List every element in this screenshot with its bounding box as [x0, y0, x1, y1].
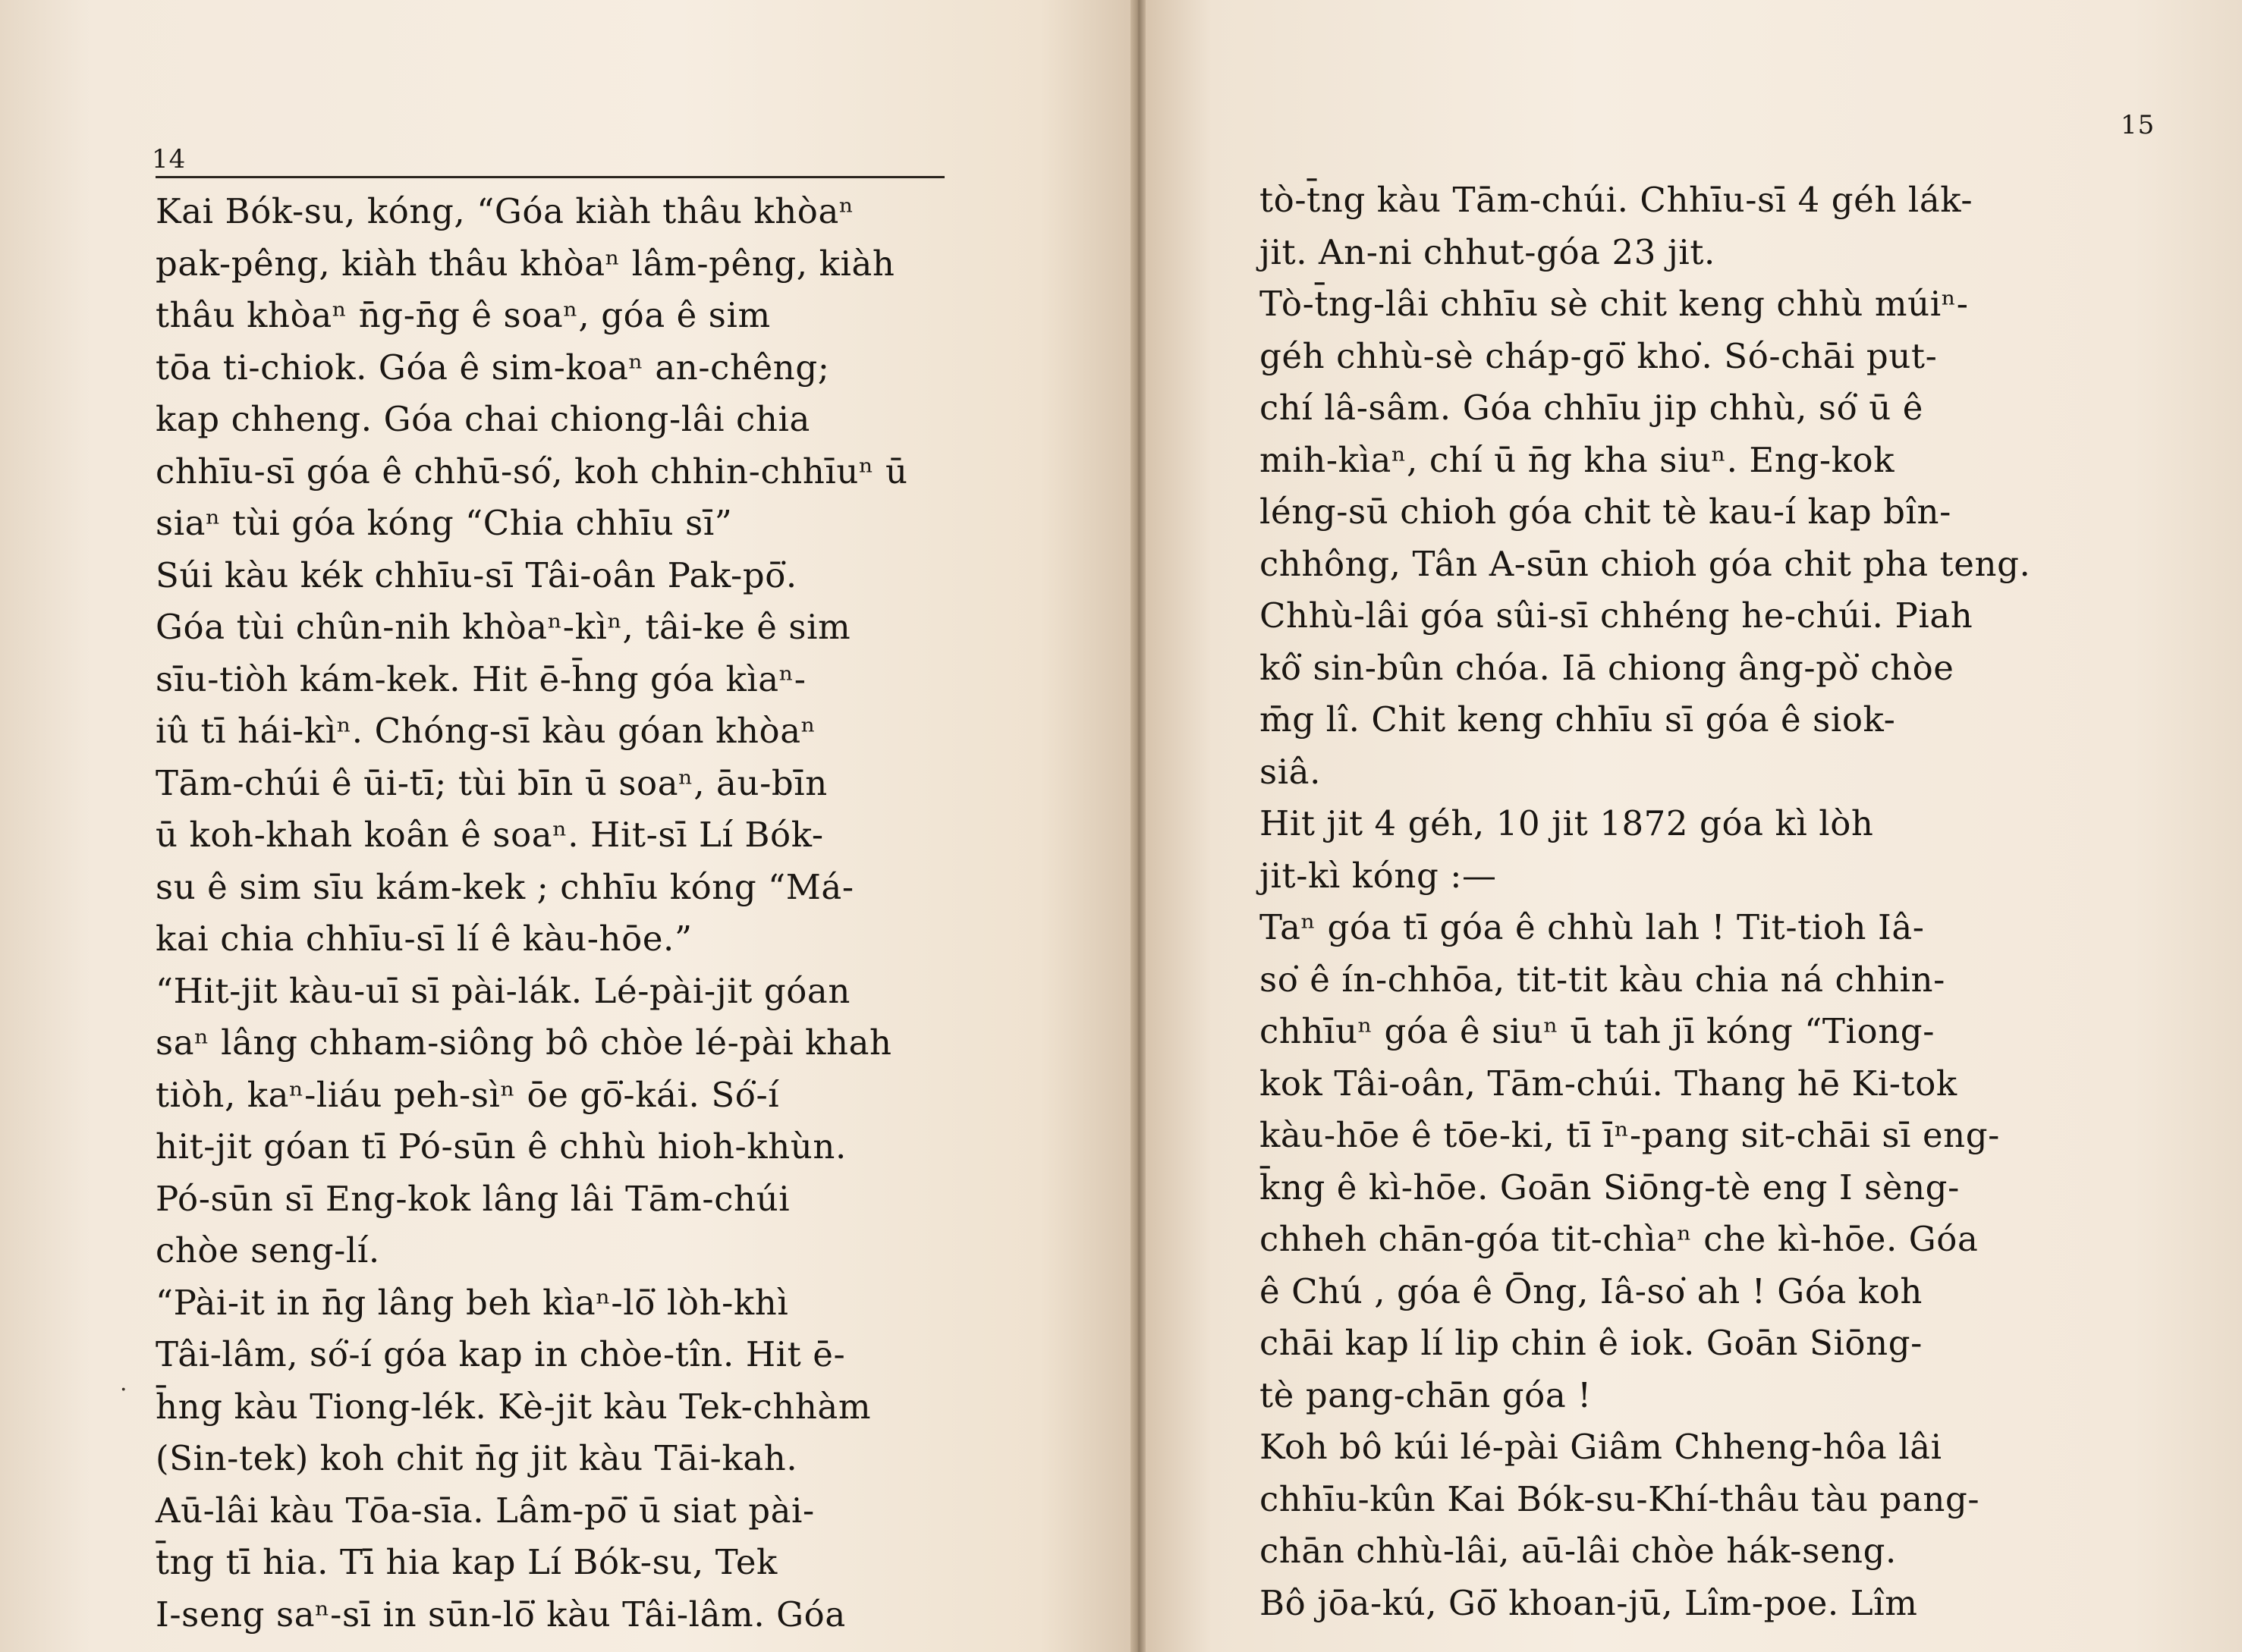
- text-line: (Sin-tek) koh chit n̄g jit kàu Tāi-kah.: [156, 1438, 798, 1478]
- text-line: chhông, Tân A-sūn chioh góa chit pha teng.: [1259, 543, 2031, 584]
- text-line: Tò-t̄ng-lâi chhīu sè chit keng chhù múiⁿ-: [1259, 284, 1969, 324]
- text-line: Tām-chúi ê ūi-tī; tùi bīn ū soaⁿ, āu-bīn: [156, 762, 828, 803]
- text-line: kàu-hōe ê tōe-ki, tī īⁿ-pang sit-chāi sī eng-: [1259, 1115, 2000, 1155]
- text-line: Hit jit 4 géh, 10 jit 1872 góa kì lòh: [1259, 803, 1874, 843]
- text-line: Bô jōa-kú, Gō͘ khoan-jū, Lîm-poe. Lîm: [1259, 1582, 1918, 1623]
- text-line: chhīu-kûn Kai Bók-su-Khí-thâu tàu pang-: [1259, 1478, 1980, 1519]
- right-page: [1146, 0, 2242, 1652]
- text-line: su ê sim sīu kám-kek ; chhīu kóng “Má-: [156, 866, 854, 907]
- text-line: tò-t̄ng kàu Tām-chúi. Chhīu-sī 4 géh lák-: [1259, 180, 1973, 220]
- text-line: mih-kìaⁿ, chí ū n̄g kha siuⁿ. Eng-kok: [1259, 439, 1895, 480]
- text-line: pak-pêng, kiàh thâu khòaⁿ lâm-pêng, kiàh: [156, 243, 895, 284]
- text-line: h̄ng kàu Tiong-lék. Kè-jit kàu Tek-chhàm: [156, 1386, 872, 1427]
- text-line: t̄ng tī hia. Tī hia kap Lí Bók-su, Tek: [156, 1542, 778, 1582]
- text-line: Koh bô kúi lé-pài Giâm Chheng-hôa lâi: [1259, 1427, 1942, 1467]
- text-line: chhīu-sī góa ê chhū-só͘, koh chhin-chhīuⁿ ū: [156, 451, 908, 492]
- text-line: sīu-tiòh kám-kek. Hit ē-h̄ng góa kìaⁿ-: [156, 658, 807, 699]
- text-line: Aū-lâi kàu Tōa-sīa. Lâm-pō͘ ū siat pài-: [156, 1490, 815, 1531]
- text-line: léng-sū chioh góa chit tè kau-í kap bîn-: [1259, 492, 1951, 532]
- text-line: tè pang-chān góa !: [1259, 1374, 1592, 1415]
- text-line: kai chia chhīu-sī lí ê kàu-hōe.”: [156, 919, 693, 959]
- text-line: jit. An-ni chhut-góa 23 jit.: [1259, 231, 1715, 272]
- text-line: ū koh-khah koân ê soaⁿ. Hit-sī Lí Bók-: [156, 815, 824, 855]
- text-line: m̄g lî. Chit keng chhīu sī góa ê siok-: [1259, 699, 1896, 740]
- header-rule: [156, 176, 945, 178]
- text-line: chòe seng-lí.: [156, 1230, 380, 1270]
- page-text: [1259, 174, 2086, 1629]
- text-line: Kai Bók-su, kóng, “Góa kiàh thâu khòaⁿ: [156, 191, 854, 231]
- text-line: chheh chān-góa tit-chìaⁿ che kì-hōe. Góa: [1259, 1219, 1979, 1259]
- text-line: Góa tùi chûn-nih khòaⁿ-kìⁿ, tâi-ke ê sim: [156, 607, 851, 647]
- text-line: Chhù-lâi góa sûi-sī chhéng he-chúi. Piah: [1259, 595, 1973, 636]
- text-line: Pó-sūn sī Eng-kok lâng lâi Tām-chúi: [156, 1178, 791, 1219]
- page-number: 14: [152, 144, 187, 174]
- text-line: kok Tâi-oân, Tām-chúi. Thang hē Ki-tok: [1259, 1063, 1957, 1104]
- text-line: siâ.: [1259, 751, 1322, 792]
- page-text: [156, 186, 1005, 1641]
- text-line: chān chhù-lâi, aū-lâi chòe hák-seng.: [1259, 1531, 1897, 1571]
- text-line: saⁿ lâng chham-siông bô chòe lé-pài khah: [156, 1022, 892, 1063]
- text-line: hit-jit góan tī Pó-sūn ê chhù hioh-khùn.: [156, 1126, 847, 1167]
- text-line: tōa ti-chiok. Góa ê sim-koaⁿ an-chêng;: [156, 347, 830, 388]
- text-line: géh chhù-sè cháp-gō͘ kho͘. Só-chāi put-: [1259, 335, 1938, 376]
- text-line: ê Chú , góa ê Ōng, Iâ-so͘ ah ! Góa koh: [1259, 1270, 1923, 1311]
- book-gutter: [1130, 0, 1146, 1652]
- text-line: k̄ng ê kì-hōe. Goān Siōng-tè eng I sèng-: [1259, 1167, 1960, 1208]
- text-line: chí lâ-sâm. Góa chhīu jip chhù, só͘ ū ê: [1259, 388, 1923, 428]
- text-line: “Pài-it in n̄g lâng beh kìaⁿ-lō͘ lòh-khì: [156, 1282, 789, 1323]
- margin-dot: ·: [120, 1377, 127, 1403]
- text-line: tiòh, kaⁿ-liáu peh-sìⁿ ōe gō͘-kái. Só͘-í: [156, 1074, 780, 1115]
- text-line: Taⁿ góa tī góa ê chhù lah ! Tit-tioh Iâ-: [1259, 907, 1925, 947]
- text-line: Súi kàu kék chhīu-sī Tâi-oân Pak-pō͘.: [156, 554, 797, 595]
- text-line: thâu khòaⁿ n̄g-n̄g ê soaⁿ, góa ê sim: [156, 295, 771, 335]
- text-line: jit-kì kóng :—: [1259, 855, 1497, 896]
- text-line: kô͘ sin-bûn chóa. Iā chiong âng-pò͘ chòe: [1259, 647, 1954, 688]
- text-line: so͘ ê ín-chhōa, tit-tit kàu chia ná chhin-: [1259, 959, 1945, 1000]
- page-number: 15: [2121, 110, 2156, 140]
- text-line: kap chheng. Góa chai chiong-lâi chia: [156, 399, 810, 439]
- text-line: Tâi-lâm, só͘-í góa kap in chòe-tîn. Hit ē-: [156, 1334, 846, 1374]
- text-line: chhīuⁿ góa ê siuⁿ ū tah jī kóng “Tiong-: [1259, 1011, 1935, 1051]
- text-line: siaⁿ tùi góa kóng “Chia chhīu sī”: [156, 503, 733, 543]
- text-line: I-seng saⁿ-sī in sūn-lō͘ kàu Tâi-lâm. Góa: [156, 1594, 846, 1635]
- text-line: iû tī hái-kìⁿ. Chóng-sī kàu góan khòaⁿ: [156, 711, 816, 751]
- text-line: chāi kap lí lip chin ê iok. Goān Siōng-: [1259, 1323, 1923, 1363]
- text-line: “Hit-jit kàu-uī sī pài-lák. Lé-pài-jit góan: [156, 970, 851, 1011]
